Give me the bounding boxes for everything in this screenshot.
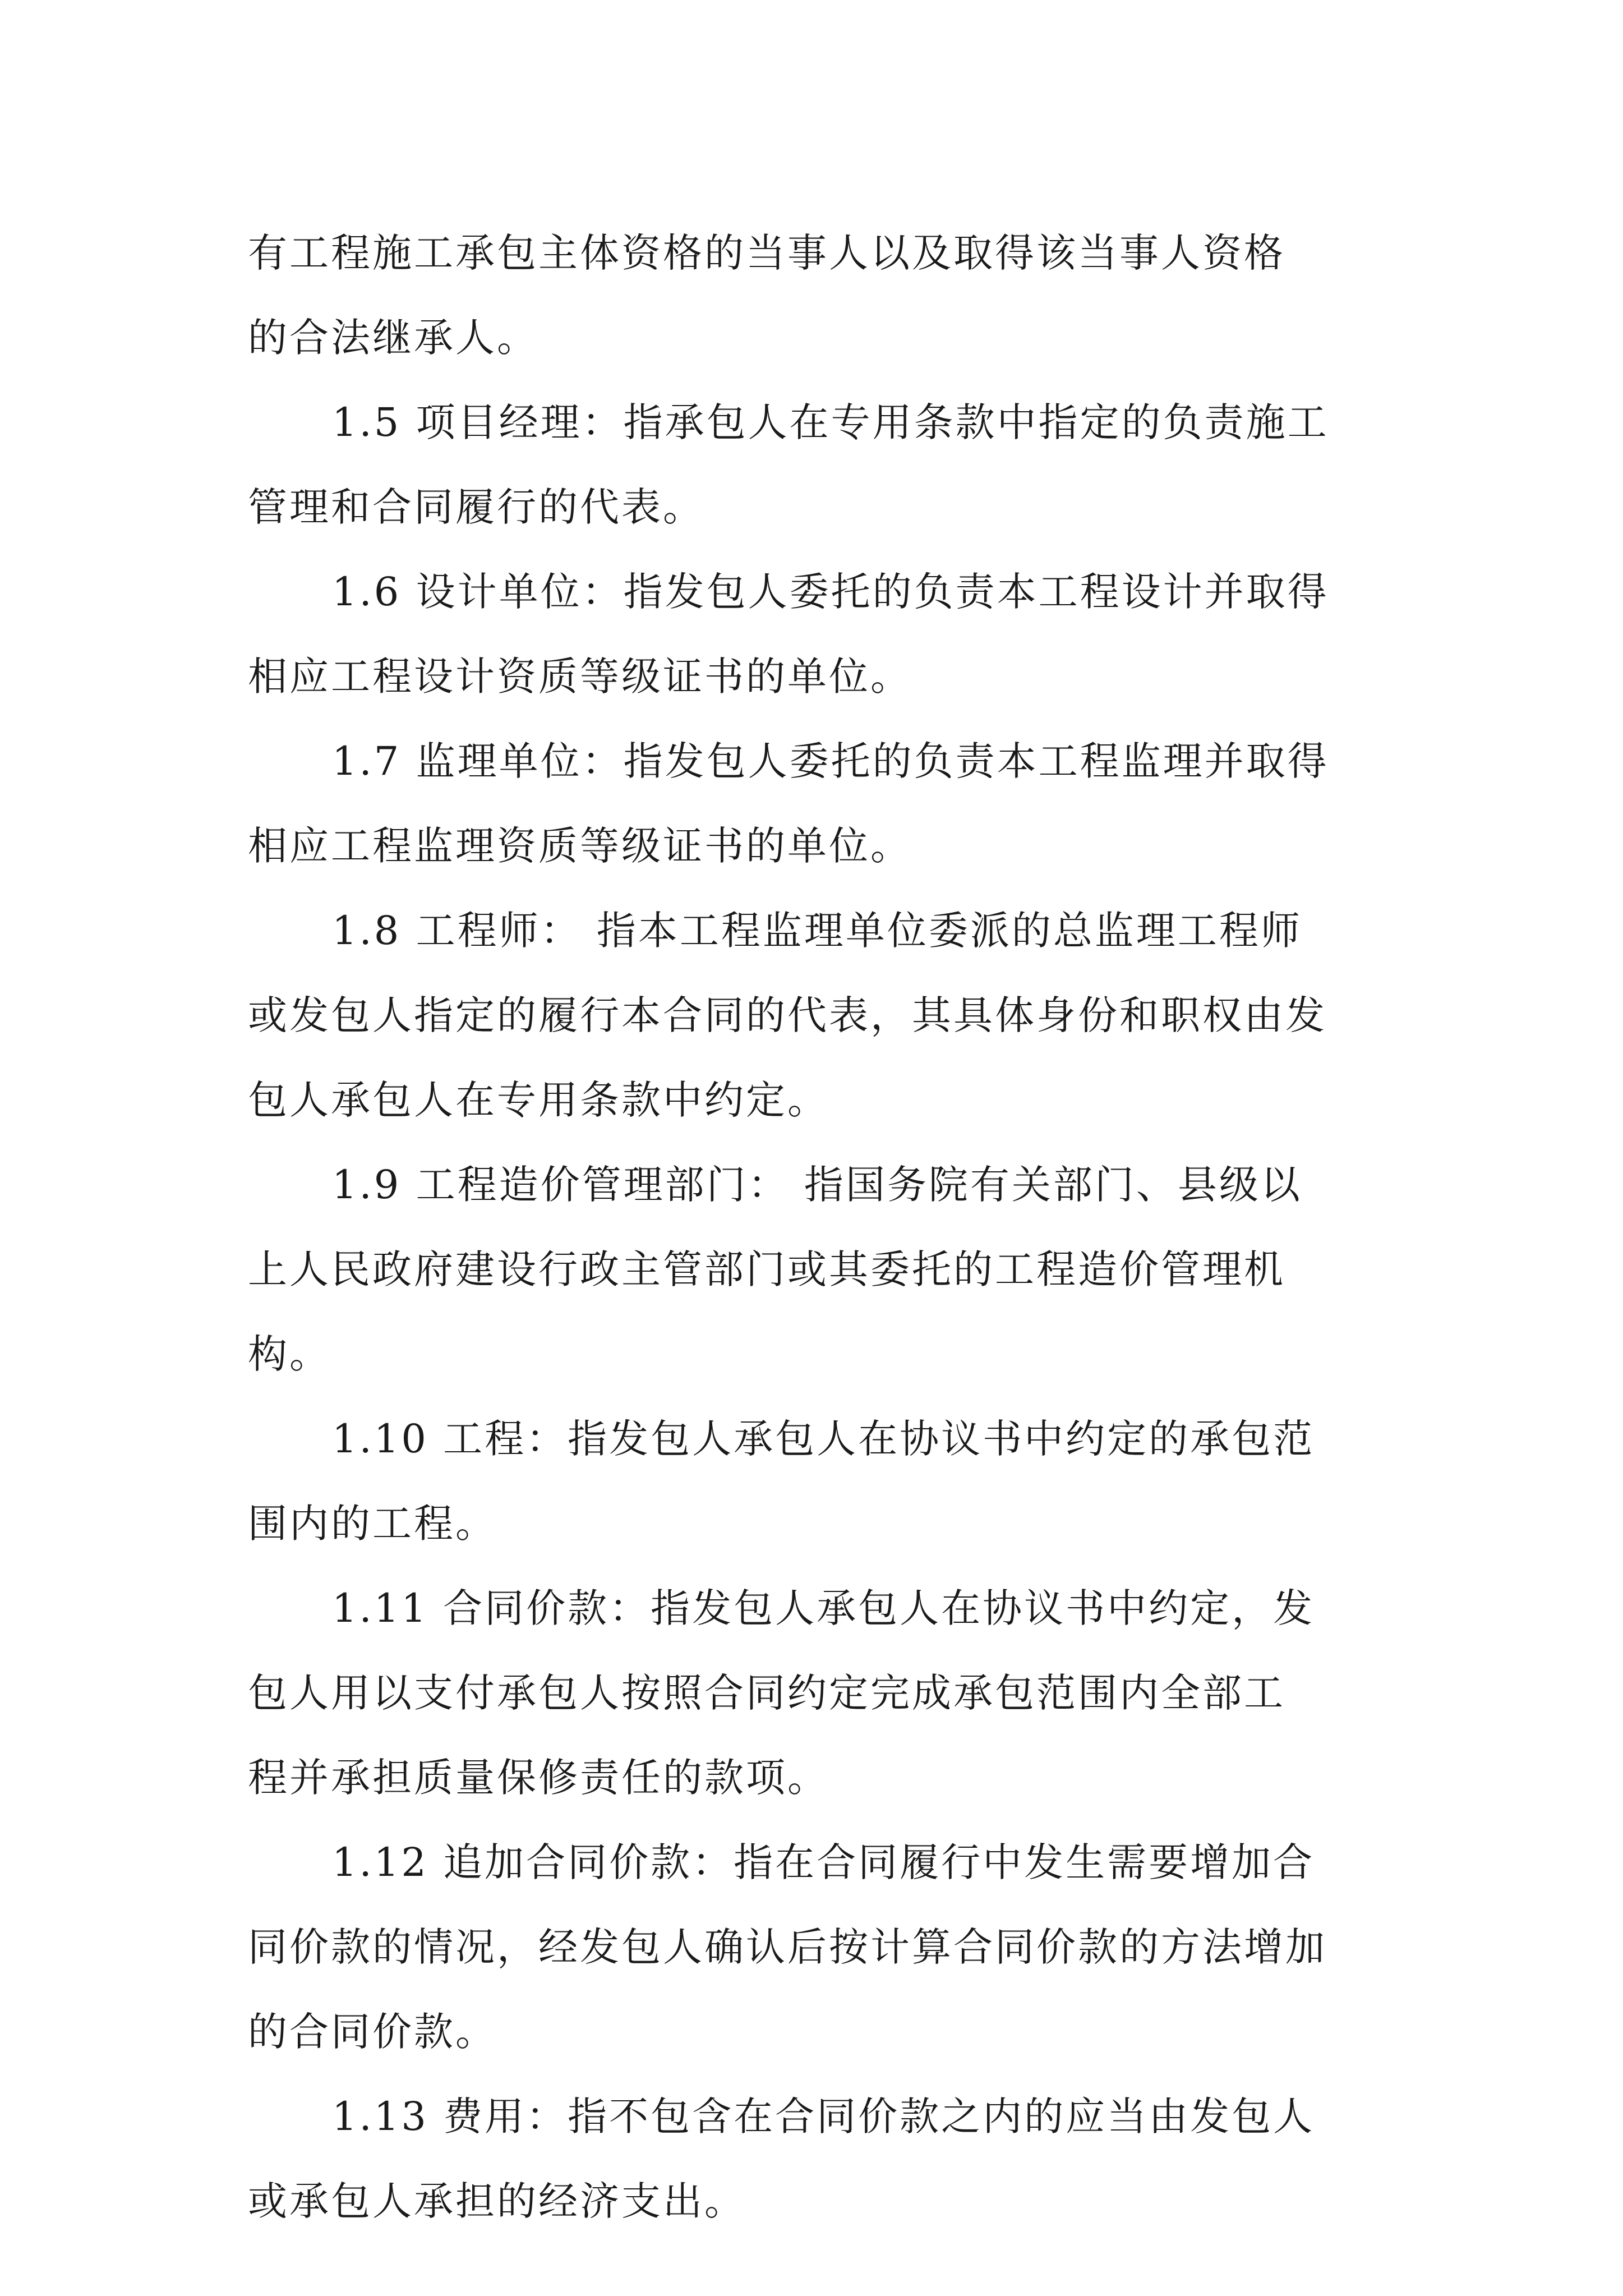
text-line: 或承包人承担的经济支出。 xyxy=(248,2178,746,2224)
paragraph-1-9 xyxy=(248,1143,1381,1397)
text-line: 管理和合同履行的代表。 xyxy=(248,484,704,530)
text-line: 构。 xyxy=(248,1331,331,1377)
paragraph-1-10 xyxy=(248,1397,1381,1566)
text-line: 1.5 项目经理：指承包人在专用条款中指定的负责施工 xyxy=(332,399,1329,445)
text-line: 包人用以支付承包人按照合同约定完成承包范围内全部工 xyxy=(248,1670,1285,1716)
text-line: 相应工程设计资质等级证书的单位。 xyxy=(248,654,912,700)
text-line: 1.8 工程师： 指本工程监理单位委派的总监理工程师 xyxy=(332,908,1302,954)
paragraph-1-7 xyxy=(248,719,1381,889)
document-body xyxy=(248,211,1381,2244)
text-line: 1.9 工程造价管理部门： 指国务院有关部门、县级以 xyxy=(332,1162,1302,1208)
paragraph-1-11 xyxy=(248,1566,1381,1820)
text-line: 的合同价款。 xyxy=(248,2009,497,2055)
text-line: 有工程施工承包主体资格的当事人以及取得该当事人资格 xyxy=(248,230,1285,276)
text-line: 1.11 合同价款：指发包人承包人在协议书中约定，发 xyxy=(332,1585,1315,1631)
paragraph-1-12 xyxy=(248,1820,1381,2074)
text-line: 1.12 追加合同价款：指在合同履行中发生需要增加合 xyxy=(332,1839,1315,1885)
text-line: 1.10 工程：指发包人承包人在协议书中约定的承包范 xyxy=(332,1416,1315,1462)
text-line: 的合法继承人。 xyxy=(248,315,538,361)
paragraph-1-13 xyxy=(248,2074,1381,2244)
text-line: 或发包人指定的履行本合同的代表，其具体身份和职权由发 xyxy=(248,992,1327,1038)
paragraph-continuation xyxy=(248,211,1381,380)
text-line: 相应工程监理资质等级证书的单位。 xyxy=(248,823,912,869)
text-line: 程并承担质量保修责任的款项。 xyxy=(248,1755,829,1801)
paragraph-1-8 xyxy=(248,889,1381,1143)
text-line: 1.13 费用：指不包含在合同价款之内的应当由发包人 xyxy=(332,2093,1315,2139)
text-line: 包人承包人在专用条款中约定。 xyxy=(248,1077,829,1123)
text-line: 1.7 监理单位：指发包人委托的负责本工程监理并取得 xyxy=(332,738,1329,784)
text-line: 围内的工程。 xyxy=(248,1501,497,1547)
text-line: 1.6 设计单位：指发包人委托的负责本工程设计并取得 xyxy=(332,569,1329,615)
paragraph-1-5 xyxy=(248,380,1381,550)
paragraph-1-6 xyxy=(248,550,1381,719)
text-line: 上人民政府建设行政主管部门或其委托的工程造价管理机 xyxy=(248,1246,1285,1292)
text-line: 同价款的情况，经发包人确认后按计算合同价款的方法增加 xyxy=(248,1924,1327,1970)
